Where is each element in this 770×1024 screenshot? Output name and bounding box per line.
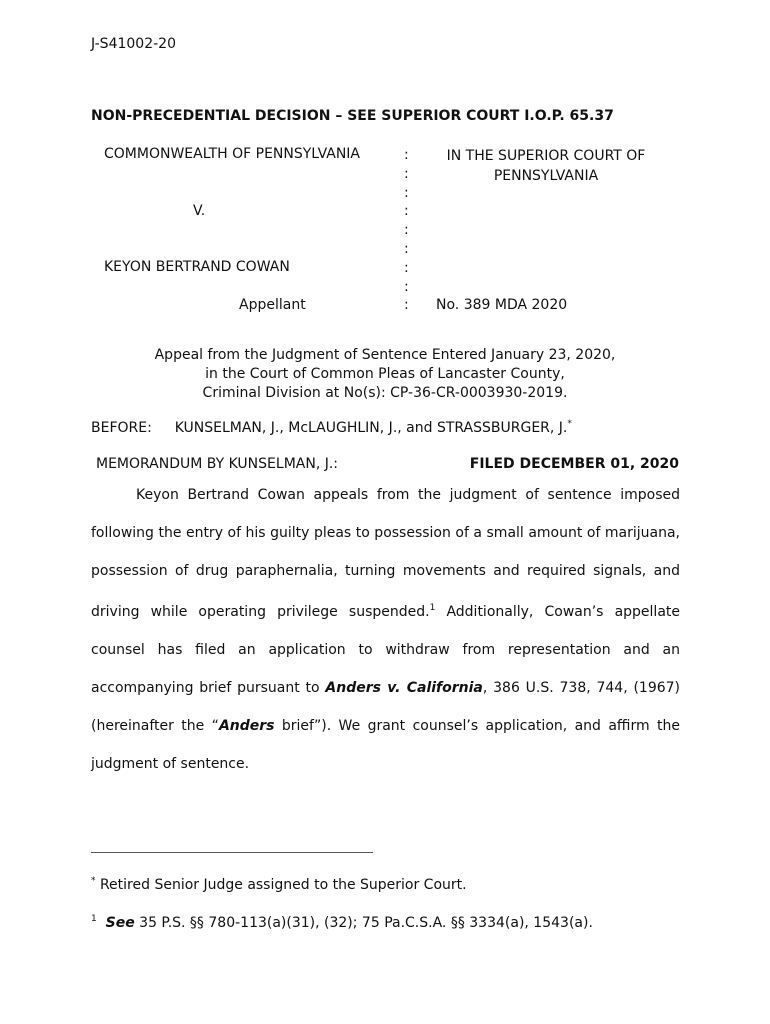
- case-number: No. 389 MDA 2020: [436, 297, 568, 313]
- footnote-ref-1: 1: [429, 603, 436, 614]
- decision-heading: NON-PRECEDENTIAL DECISION – SEE SUPERIOR COURT I.O.P. 65.37: [91, 108, 614, 124]
- docket-number: J-S41002-20: [91, 36, 176, 52]
- appeal-line-3: Criminal Division at No(s): CP-36-CR-0003930-2019.: [202, 385, 568, 401]
- memorandum-author: MEMORANDUM BY KUNSELMAN, J.:: [96, 456, 339, 472]
- filed-date: FILED DECEMBER 01, 2020: [469, 456, 679, 472]
- anders-ref: Anders: [218, 717, 275, 734]
- caption-defendant: KEYON BERTRAND COWAN: [104, 259, 290, 275]
- panel-line: [91, 419, 572, 436]
- footnote-divider: [91, 852, 373, 853]
- caption-divider: : : : : : : : : :: [404, 147, 409, 314]
- footnote-1: $^1$ See 35 P.S. §§ 780-113(a)(31), (32); 75 Pa.C.S.A. §§ 3334(a), 1543(a).: [91, 914, 593, 931]
- court-line-1: IN THE SUPERIOR COURT OF: [446, 148, 646, 164]
- caption-role: Appellant: [239, 297, 306, 313]
- panel-judges: KUNSELMAN, J., McLAUGHLIN, J., and STRASSBURGER, J.: [174, 420, 568, 436]
- appeal-line-2: in the Court of Common Pleas of Lancaster County,: [205, 366, 565, 382]
- caption-plaintiff: COMMONWEALTH OF PENNSYLVANIA: [104, 146, 361, 162]
- before-label: BEFORE:: [91, 420, 152, 436]
- caption-versus: V.: [193, 203, 206, 219]
- case-citation: Anders v. California: [325, 679, 483, 696]
- body-paragraph: Keyon Bertrand Cowan appeals from the judgment of sentence imposed following the entry of his guilty pleas to possession of a small amount of marijuana, possession of drug paraphernalia, turning movements and required signals, and driving while operating privilege suspended.$^1$ Additionally, Cowan’s appellate counsel has filed an application to withdraw from representation and an accompanying brief pursuant to Anders v. California, 386 U.S. 738, 744, (1967) (hereinafter the “Anders brief”). We grant counsel’s application, and affirm the judgment of sentence.: [91, 487, 681, 772]
- appeal-line-1: Appeal from the Judgment of Sentence Entered January 23, 2020,: [154, 347, 616, 363]
- footnote-star: * Retired Senior Judge assigned to the Superior Court.: [91, 876, 467, 893]
- appeal-info: [0, 346, 770, 403]
- memorandum-body: [91, 477, 680, 783]
- court-line-2: PENNSYLVANIA: [493, 168, 599, 184]
- judge-footnote-mark: *: [567, 419, 572, 429]
- caption-court: [420, 146, 672, 186]
